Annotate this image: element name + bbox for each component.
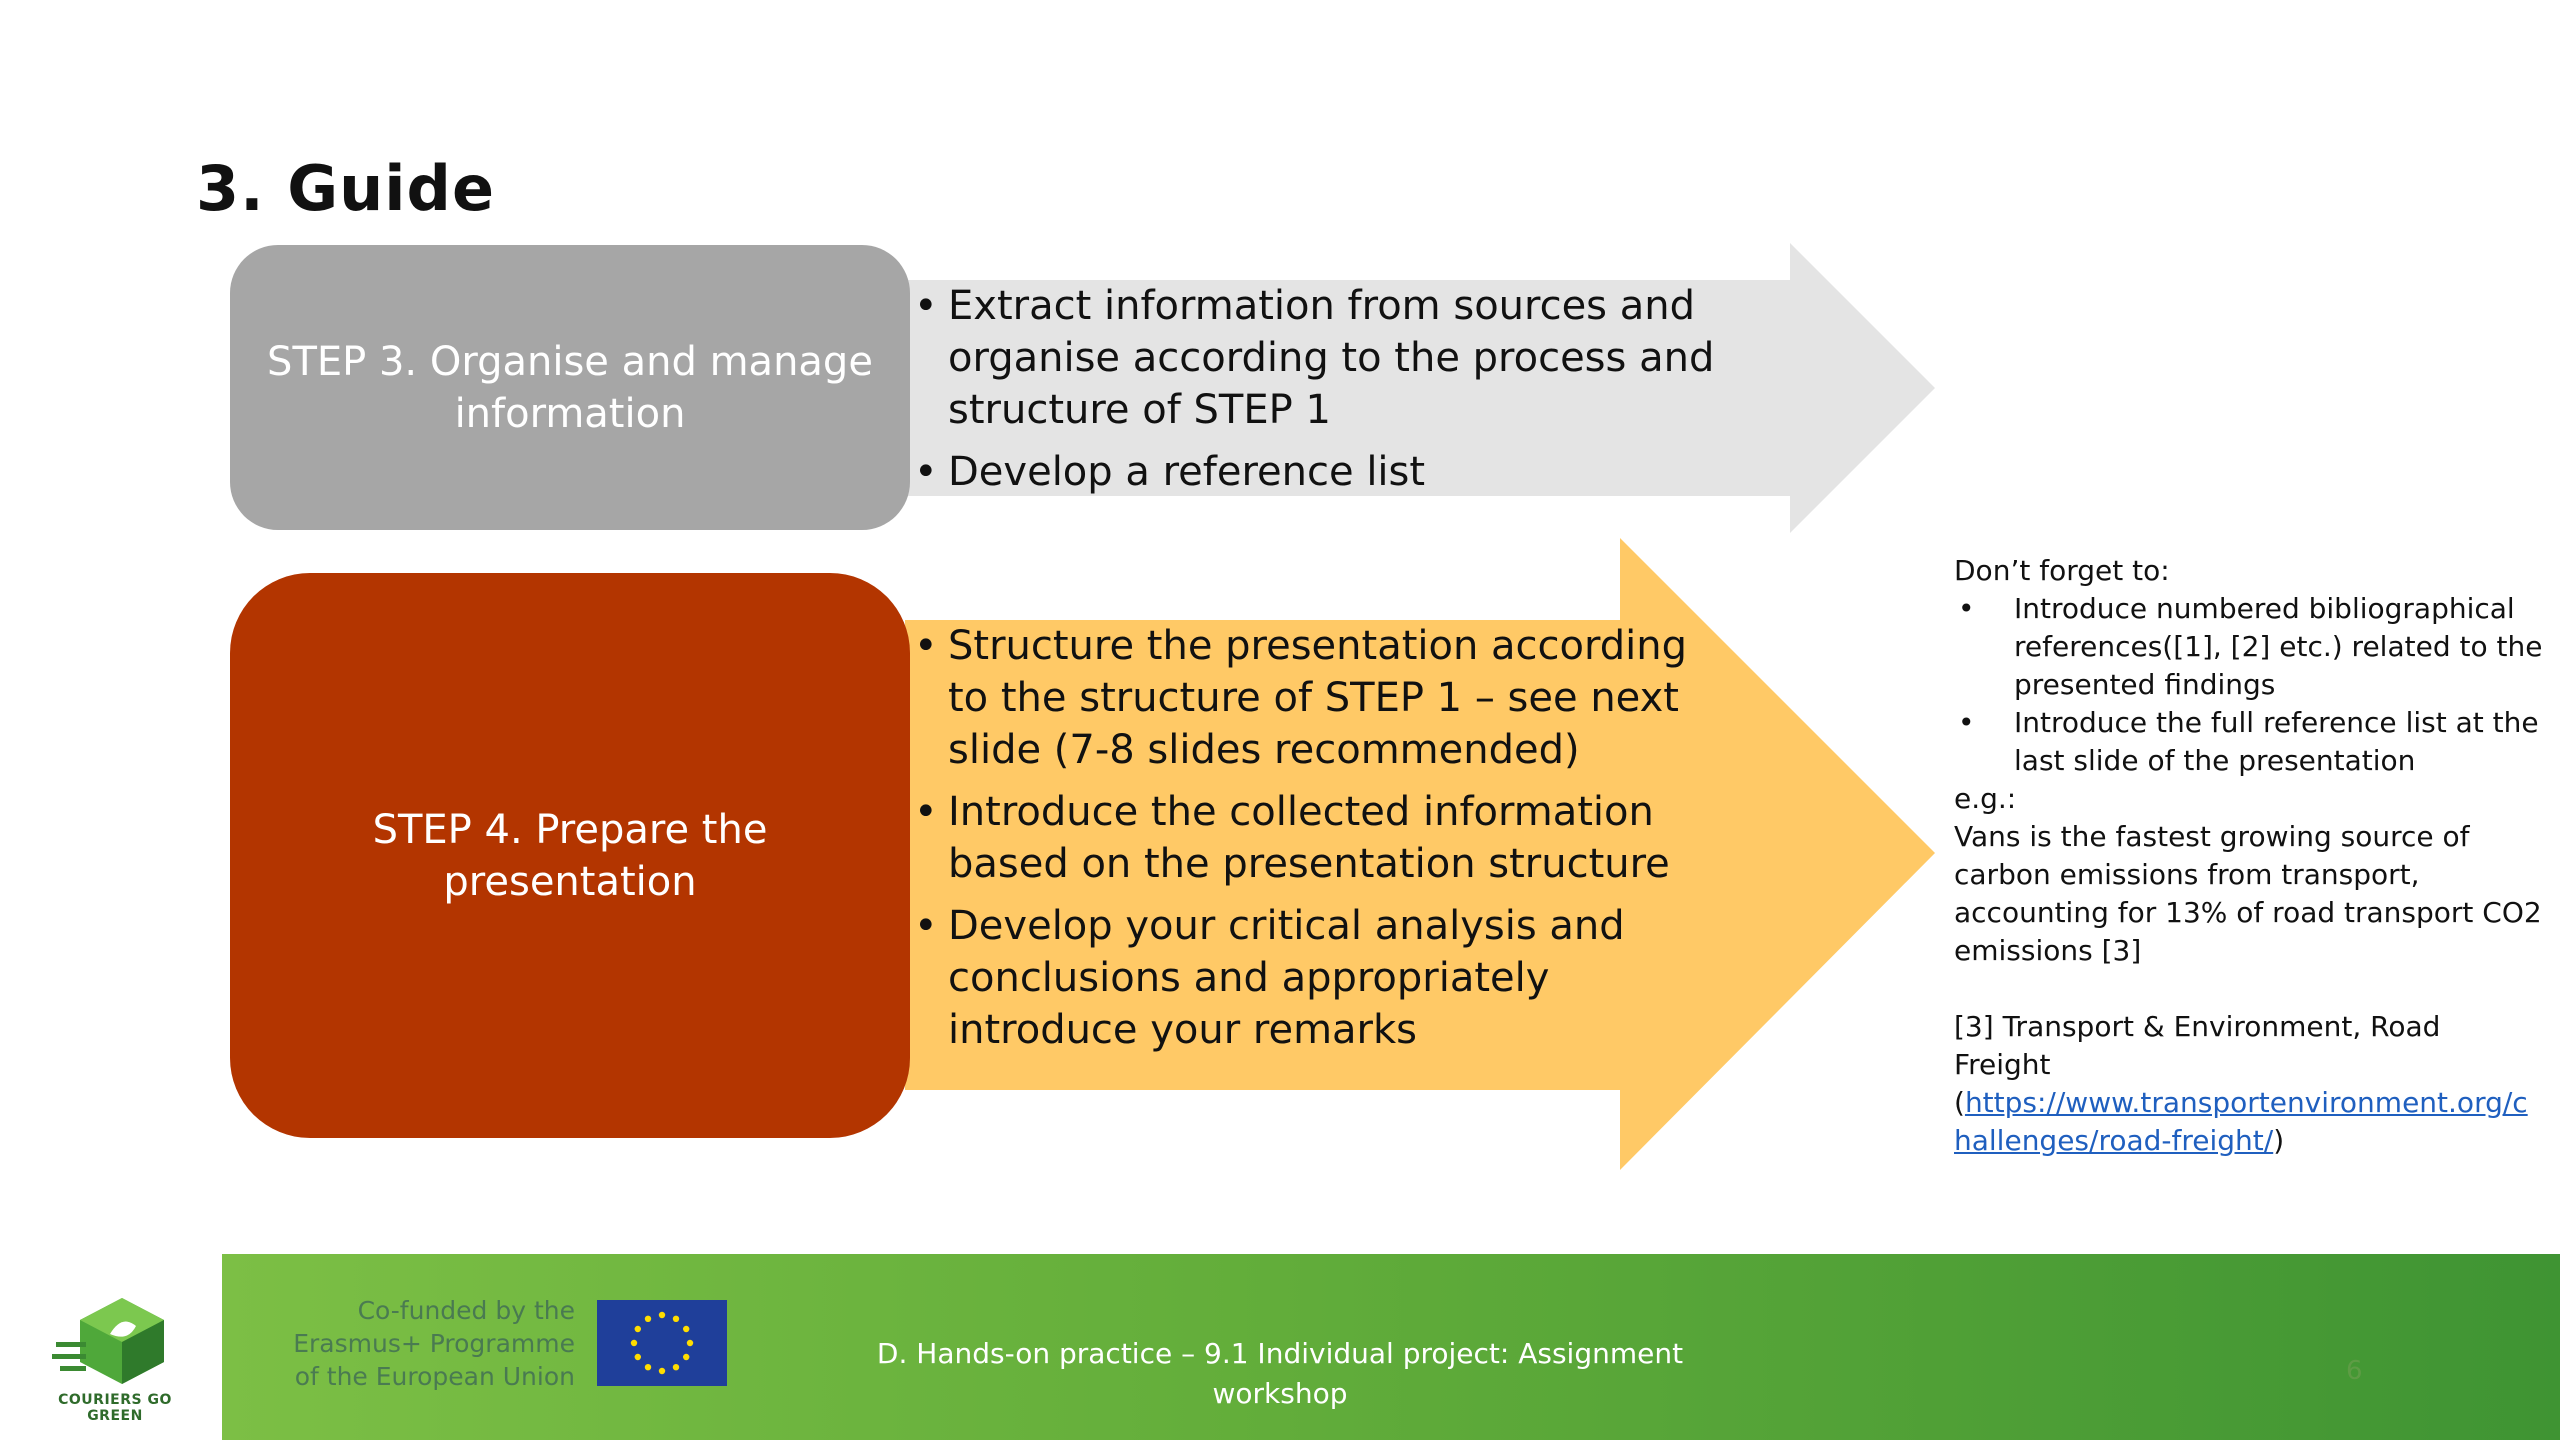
note-list: [1954, 590, 2544, 780]
step4-bullet: • Introduce the collected information based on the presentation structure: [914, 786, 1714, 890]
step4-label: STEP 4. Prepare the presentation: [372, 806, 768, 905]
cofunded-text: Co-funded by the Erasmus+ Programme of the European Union: [293, 1296, 575, 1391]
footer-caption: D. Hands-on practice – 9.1 Individual project: Assignment workshop: [876, 1337, 1684, 1410]
step3-bullet-list: [914, 280, 1734, 508]
couriers-go-green-logo-icon: [52, 1290, 192, 1400]
eu-star-icon: [631, 1340, 637, 1346]
note-heading: Don’t forget to:: [1954, 554, 2170, 587]
eu-star-icon: [635, 1354, 641, 1360]
eu-star-icon: [687, 1340, 693, 1346]
eu-star-icon: [683, 1354, 689, 1360]
reference-line: [1954, 1084, 2544, 1160]
step3-bullet: • Extract information from sources and organise according to the process and structure of STEP 1: [914, 280, 1734, 436]
reference-text: [3] Transport & Environment, Road Freight: [1954, 1010, 2441, 1081]
logo-text: COURIERS GO GREEN: [58, 1392, 172, 1424]
eu-star-icon: [673, 1316, 679, 1322]
step3-box: [230, 245, 910, 530]
note-item: • Introduce numbered bibliographical references([1], [2] etc.) related to the presented findings: [1954, 590, 2544, 704]
note-item: • Introduce the full reference list at the last slide of the presentation: [1954, 704, 2544, 780]
step4-bullet: • Develop your critical analysis and conclusions and appropriately introduce your remarks: [914, 900, 1714, 1056]
reminder-note: [1954, 552, 2544, 1160]
step3-label: STEP 3. Organise and manage information: [267, 338, 873, 437]
reference-link[interactable]: https://www.transportenvironment.org/challenges/road-freight/: [1954, 1086, 2528, 1157]
step4-box: [230, 573, 910, 1138]
eu-star-icon: [659, 1368, 665, 1374]
eu-flag-icon: [597, 1300, 727, 1386]
eu-star-icon: [645, 1316, 651, 1322]
example-label: e.g.:: [1954, 782, 2017, 815]
step4-bullet-list: [914, 620, 1714, 1066]
step4-bullet: • Structure the presentation according to the structure of STEP 1 – see next slide (7-8 slides recommended): [914, 620, 1714, 776]
eu-star-icon: [659, 1312, 665, 1318]
eu-star-icon: [673, 1364, 679, 1370]
eu-star-icon: [635, 1326, 641, 1332]
step3-bullet: • Develop a reference list: [914, 446, 1734, 498]
eu-star-icon: [683, 1326, 689, 1332]
reference-open-paren: (: [1954, 1086, 1965, 1119]
slide-title: 3. Guide: [196, 152, 495, 225]
reference-close-paren: ): [2273, 1124, 2285, 1157]
eu-star-icon: [645, 1364, 651, 1370]
example-text: Vans is the fastest growing source of carbon emissions from transport, accounting for 13% of road transport CO2 emissions [3]: [1954, 820, 2542, 967]
page-number: 6: [2346, 1356, 2363, 1386]
